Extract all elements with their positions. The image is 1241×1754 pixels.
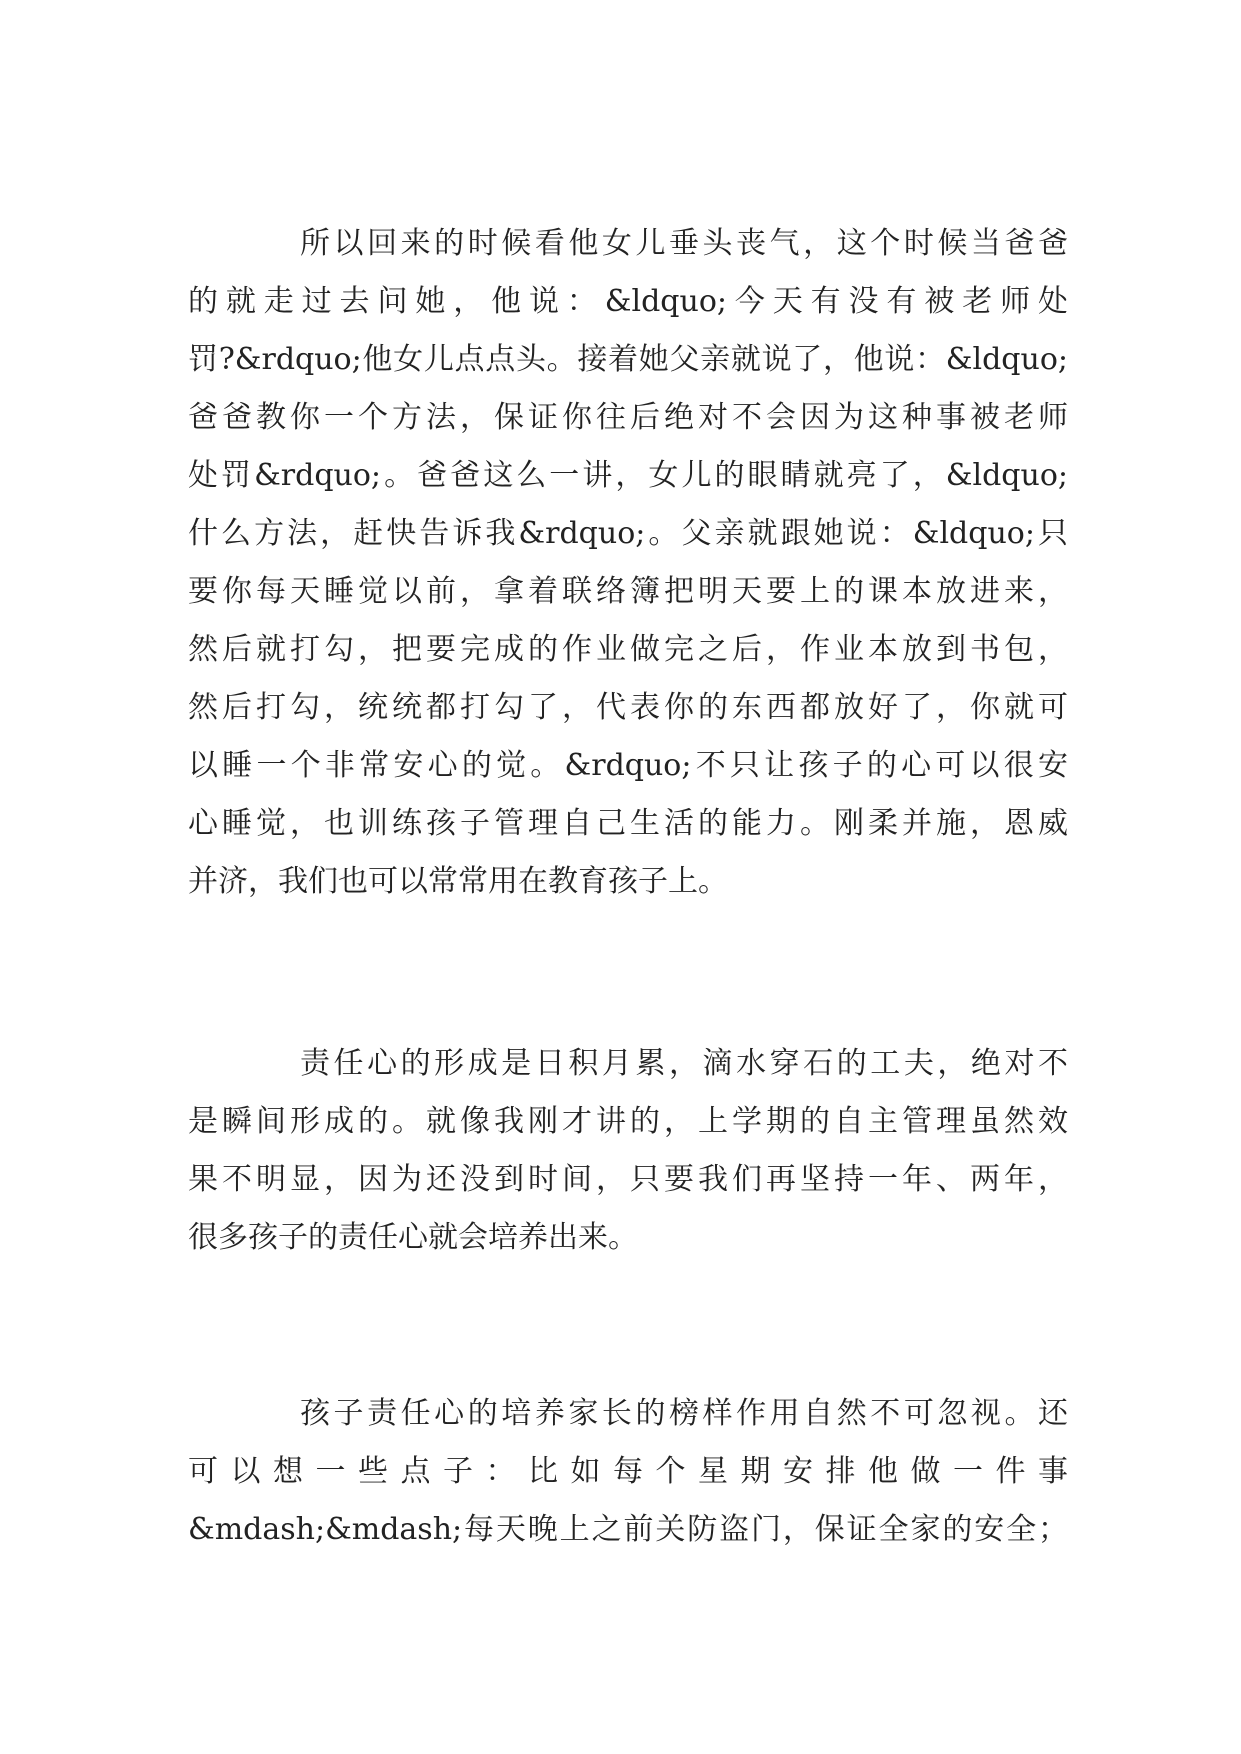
paragraph-3 [188, 1385, 1068, 1559]
text-line: 可以想一些点子：比如每个星期安排他做一件事 [188, 1454, 1068, 1489]
text-line: 然后打勾，统统都打勾了，代表你的东西都放好了，你就可 [188, 690, 1068, 725]
paragraph-1 [188, 215, 1068, 911]
text-line: 所以回来的时候看他女儿垂头丧气，这个时候当爸爸 [300, 226, 1068, 261]
text-line: 什么方法，赶快告诉我&rdquo;。父亲就跟她说：&ldquo;只 [188, 516, 1068, 551]
text-line: 要你每天睡觉以前，拿着联络簿把明天要上的课本放进来， [188, 574, 1068, 609]
text-line: 然后就打勾，把要完成的作业做完之后，作业本放到书包， [188, 632, 1068, 667]
text-line: 并济，我们也可以常常用在教育孩子上。 [188, 864, 728, 899]
paragraph-2 [188, 1035, 1068, 1267]
text-line: 很多孩子的责任心就会培养出来。 [188, 1220, 638, 1255]
text-line: 罚?&rdquo;他女儿点点头。接着她父亲就说了，他说：&ldquo; [188, 342, 1068, 377]
text-line: 是瞬间形成的。就像我刚才讲的，上学期的自主管理虽然效 [188, 1104, 1068, 1139]
text-line: 处罚&rdquo;。爸爸这么一讲，女儿的眼睛就亮了，&ldquo; [188, 458, 1068, 493]
text-line: &mdash;&mdash;每天晚上之前关防盗门，保证全家的安全； [188, 1512, 1068, 1547]
text-line: 果不明显，因为还没到时间，只要我们再坚持一年、两年， [188, 1162, 1068, 1197]
text-line: 的就走过去问她，他说：&ldquo;今天有没有被老师处 [188, 284, 1068, 319]
text-line: 责任心的形成是日积月累，滴水穿石的工夫，绝对不 [300, 1046, 1068, 1081]
text-line: 以睡一个非常安心的觉。&rdquo;不只让孩子的心可以很安 [188, 748, 1068, 783]
text-line: 心睡觉，也训练孩子管理自己生活的能力。刚柔并施，恩威 [188, 806, 1068, 841]
text-line: 孩子责任心的培养家长的榜样作用自然不可忽视。还 [300, 1396, 1068, 1431]
text-line: 爸爸教你一个方法，保证你往后绝对不会因为这种事被老师 [188, 400, 1068, 435]
